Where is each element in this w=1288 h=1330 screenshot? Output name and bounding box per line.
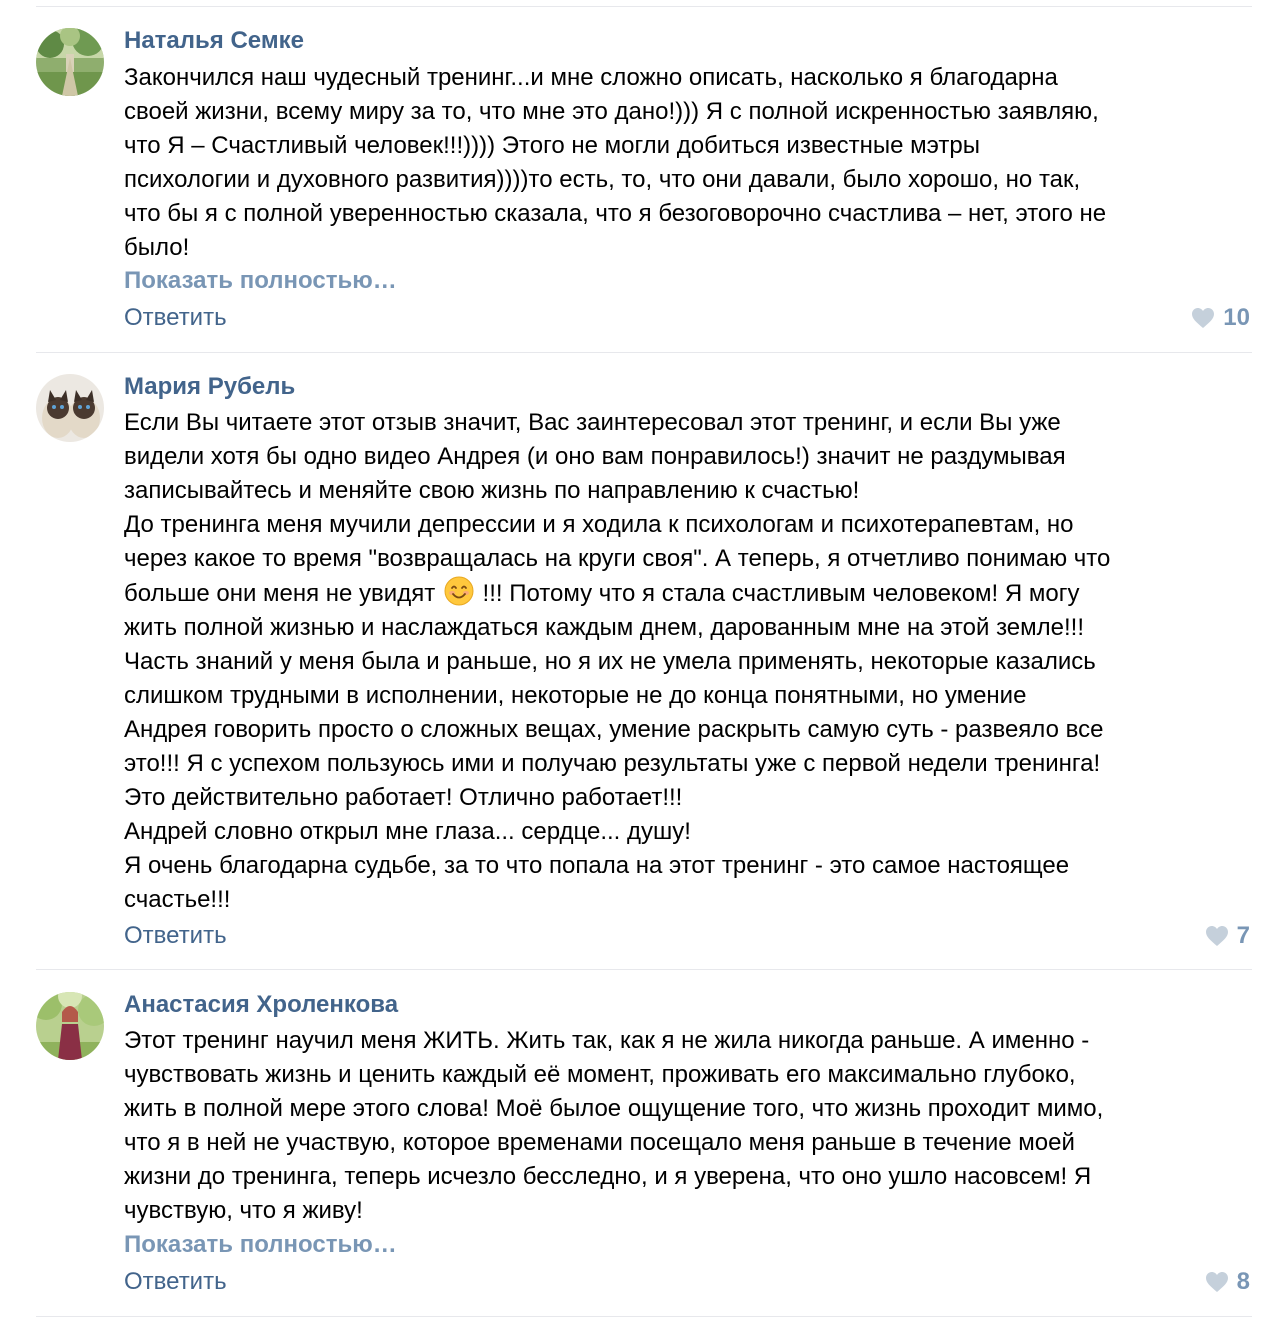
comment-text-line: видели хотя бы одно видео Андрея (и оно вам понравилось!) значит не раздумывая: [124, 443, 1066, 470]
comment-divider: [36, 352, 1252, 353]
comment-text-fragment: больше они меня не увидят: [124, 580, 436, 607]
heart-icon: [1205, 925, 1229, 947]
avatar[interactable]: [36, 28, 104, 96]
comment-text-line: До тренинга меня мучили депрессии и я ходила к психологам и психотерапевтам, но: [124, 511, 1074, 538]
avatar[interactable]: [36, 374, 104, 442]
comment-text-line: что бы я с полной уверенностью сказала, что я безоговорочно счастлива – нет, этого не: [124, 200, 1107, 227]
reply-link[interactable]: Ответить: [124, 922, 227, 949]
comment-text-line: жить полной жизнью и наслаждаться каждым днем, дарованным мне на этой земле!!!: [124, 614, 1085, 641]
like-button[interactable]: [1205, 1267, 1250, 1297]
comment-text-line: счастье!!!: [124, 886, 231, 913]
like-count: 10: [1223, 304, 1250, 331]
comment-text-line: Андрея говорить просто о сложных вещах, умение раскрыть самую суть - развеяло все: [124, 716, 1104, 743]
like-button[interactable]: [1205, 921, 1250, 951]
show-more-link[interactable]: Показать полностью…: [124, 1231, 397, 1258]
comment-text-line: чувствовать жизнь и ценить каждый её момент, проживать его максимально глубоко,: [124, 1061, 1076, 1088]
woman-in-garden-avatar-icon: [36, 992, 104, 1060]
comment-text-line: Этот тренинг научил меня ЖИТЬ. Жить так, как я не жила никогда раньше. А именно -: [124, 1027, 1090, 1054]
smiling-face-emoji-icon: [444, 576, 474, 606]
comment-text-fragment: !!! Потому что я стала счастливым человеком! Я могу: [482, 580, 1080, 607]
like-count: 8: [1236, 1268, 1250, 1295]
comment-author[interactable]: Мария Рубель: [124, 373, 296, 400]
comment-text-line: Если Вы читаете этот отзыв значит, Вас заинтересовал этот тренинг, и если Вы уже: [124, 409, 1061, 436]
reply-link[interactable]: Ответить: [124, 304, 227, 331]
comment-divider: [36, 969, 1252, 970]
comment-text-line: Закончился наш чудесный тренинг...и мне сложно описать, насколько я благодарна: [124, 64, 1058, 91]
comment-text-line: что Я – Счастливый человек!!!)))) Этого не могли добиться известные мэтры: [124, 132, 980, 159]
comment-text: [124, 61, 1254, 265]
comment-text-line: Это действительно работает! Отлично работает!!!: [124, 784, 683, 811]
comment-text: [124, 1024, 1254, 1228]
comment-author[interactable]: Анастасия Хроленкова: [124, 991, 399, 1018]
park-photo-avatar-icon: [36, 28, 104, 96]
comment-author[interactable]: Наталья Семке: [124, 27, 304, 54]
comment-text-line: своей жизни, всему миру за то, что мне это дано!))) Я с полной искренностью заявляю,: [124, 98, 1099, 125]
comment-text-line: что я в ней не участвую, которое временами посещало меня раньше в течение моей: [124, 1129, 1075, 1156]
bottom-divider: [36, 1316, 1252, 1317]
comment-text: [124, 406, 1254, 917]
comment-text-line: это!!! Я с успехом пользуюсь ими и получаю результаты уже с первой недели тренинга!: [124, 750, 1101, 777]
comment-text-line: Часть знаний у меня была и раньше, но я их не умела применять, некоторые казались: [124, 648, 1096, 675]
comment-text-line: жить в полной мере этого слова! Моё былое ощущение того, что жизнь проходит мимо,: [124, 1095, 1104, 1122]
comment-text-line: жизни до тренинга, теперь исчезло бесследно, и я уверена, что оно ушло насовсем! Я: [124, 1163, 1092, 1190]
comment-text-line: слишком трудными в исполнении, некоторые не до конца понятными, но умение: [124, 682, 1027, 709]
comment-text-line: было!: [124, 234, 190, 261]
like-button[interactable]: [1191, 303, 1250, 333]
reply-link[interactable]: Ответить: [124, 1268, 227, 1295]
comment-text-line: Андрей словно открыл мне глаза... сердце... душу!: [124, 818, 691, 845]
comment-text-line: [124, 576, 1254, 611]
comment-text-line: психологии и духовного развития))))то есть, то, что они давали, было хорошо, но так,: [124, 166, 1081, 193]
heart-icon: [1205, 1271, 1229, 1293]
show-more-link[interactable]: Показать полностью…: [124, 267, 397, 294]
top-divider: [36, 6, 1252, 7]
comment-text-line: чувствую, что я живу!: [124, 1197, 363, 1224]
comment-text-line: через какое то время "возвращалась на круги своя". А теперь, я отчетливо понимаю что: [124, 545, 1111, 572]
comment-text-line: записывайтесь и меняйте свою жизнь по направлению к счастью!: [124, 477, 860, 504]
siamese-cats-avatar-icon: [36, 374, 104, 442]
comment-text-line: Я очень благодарна судьбе, за то что попала на этот тренинг - это самое настоящее: [124, 852, 1070, 879]
like-count: 7: [1236, 922, 1250, 949]
avatar[interactable]: [36, 992, 104, 1060]
heart-icon: [1191, 307, 1215, 329]
